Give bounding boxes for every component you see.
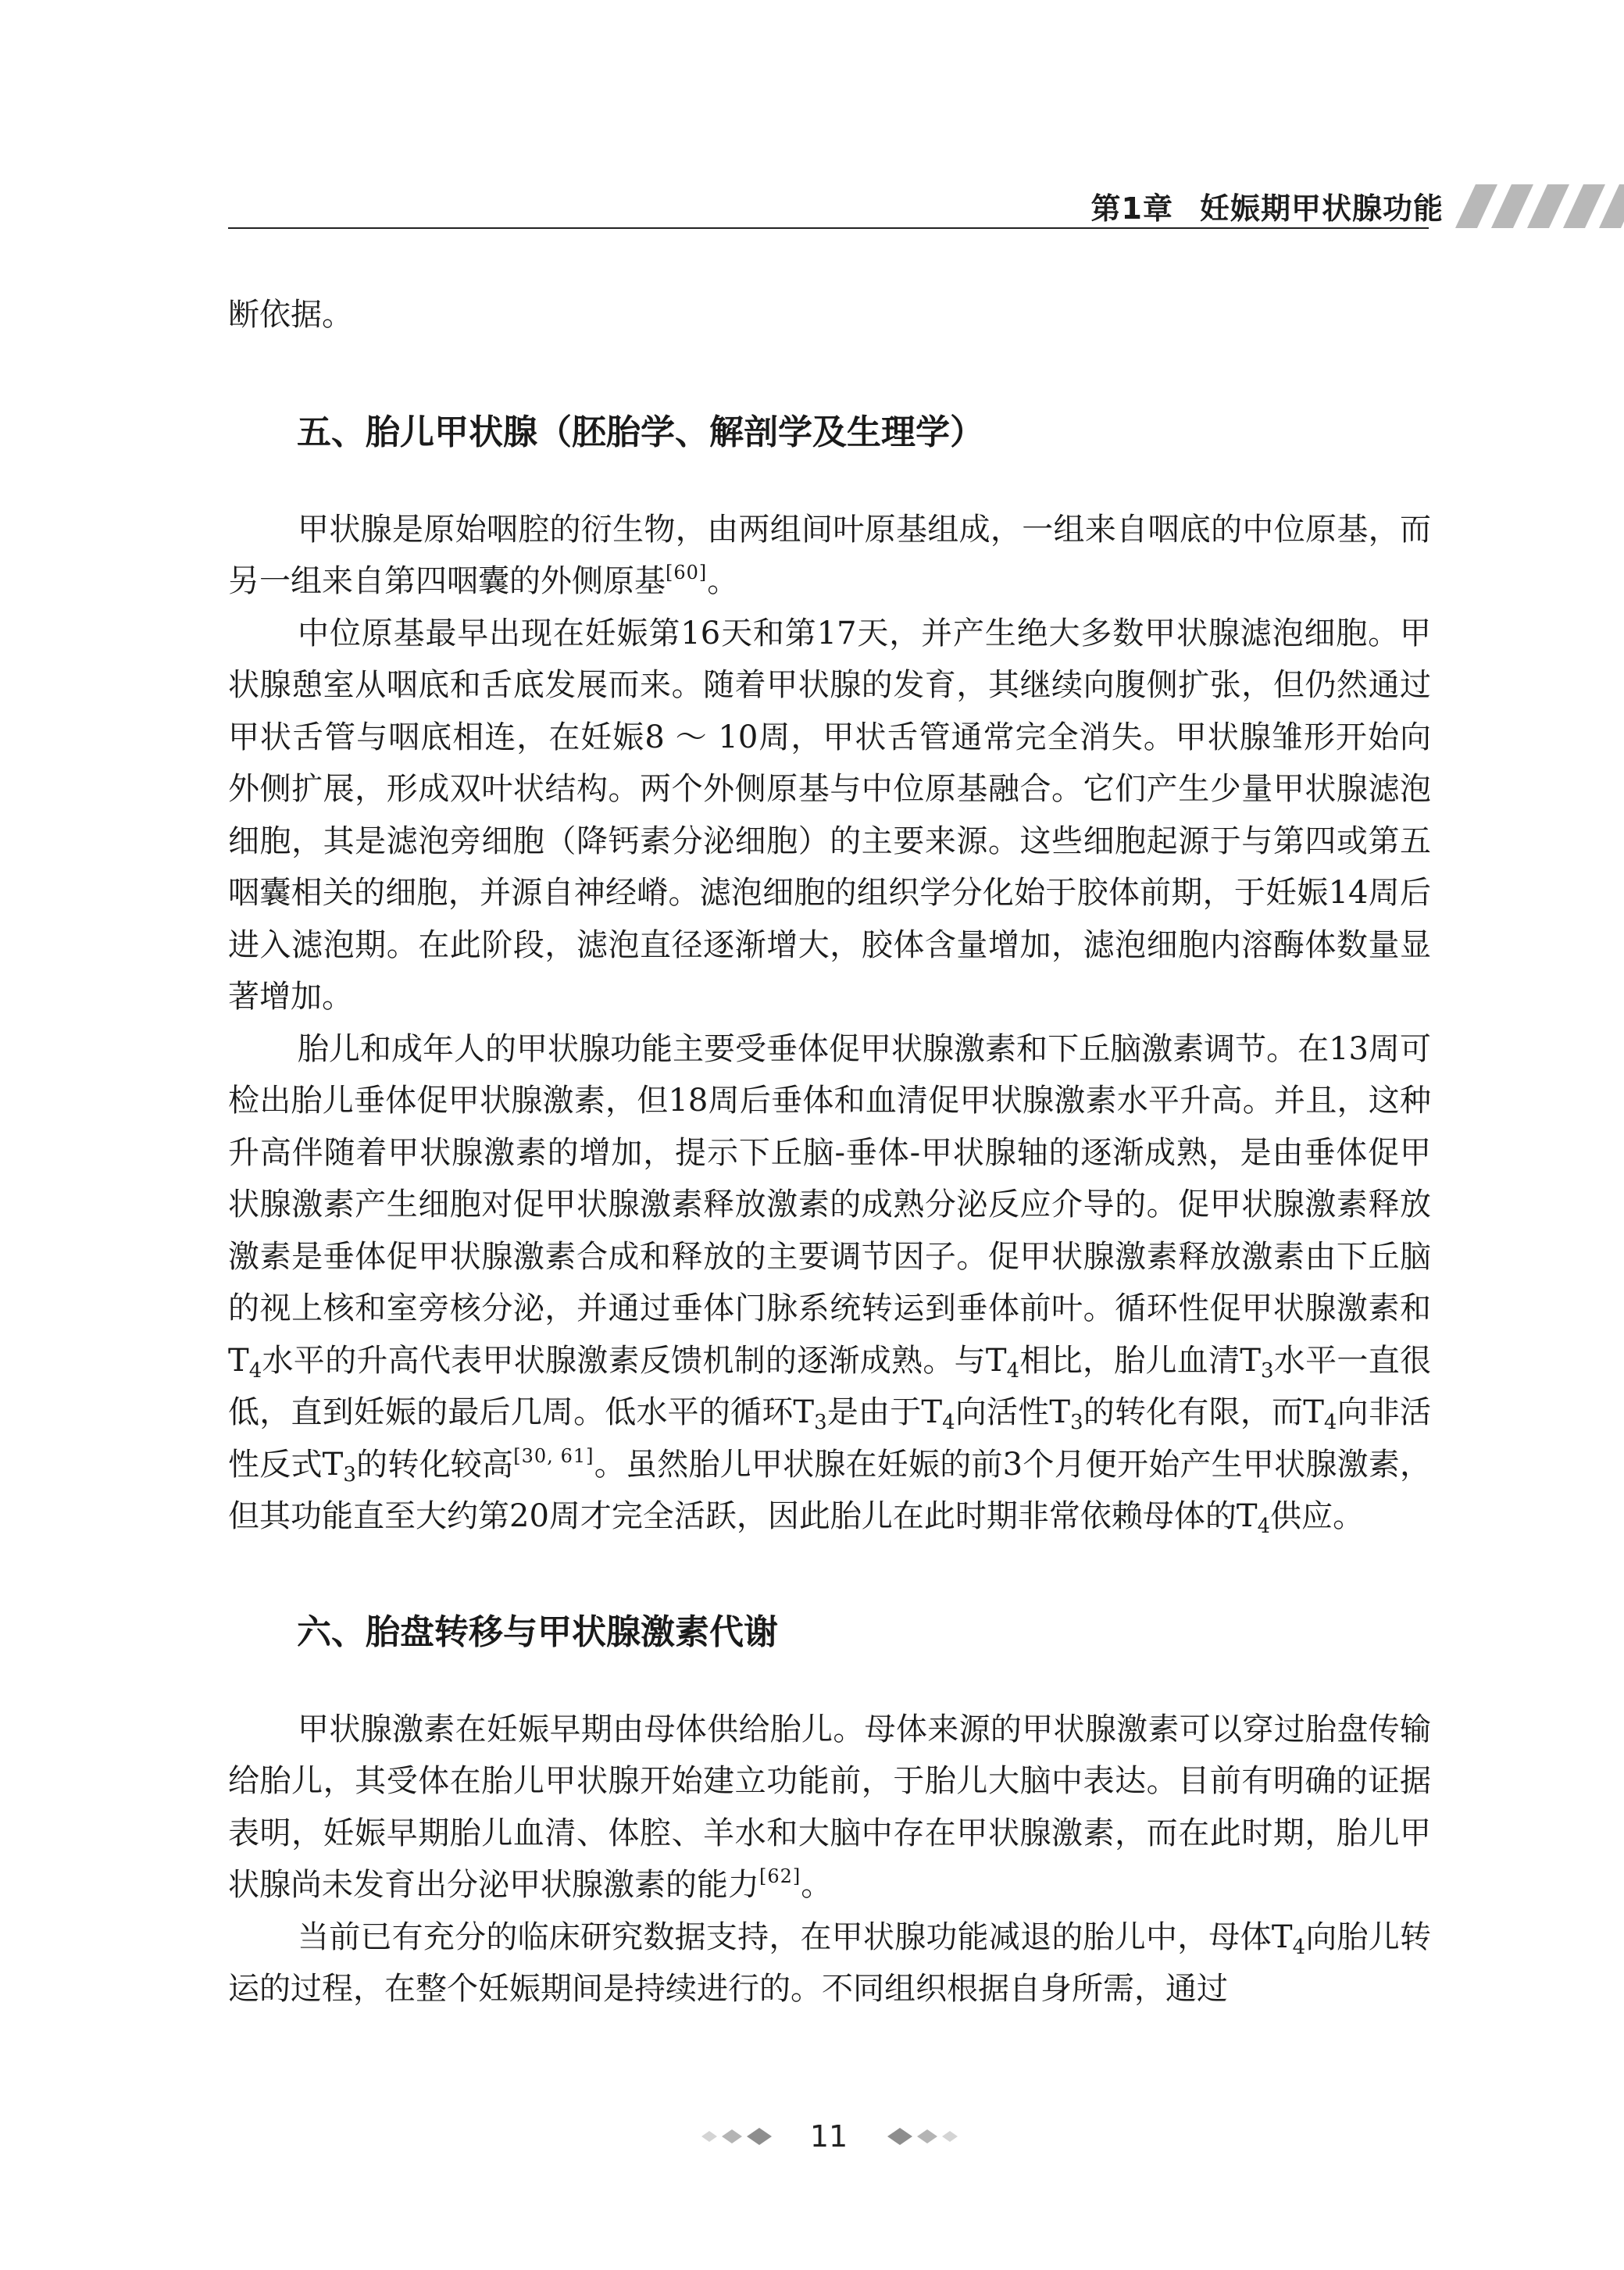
header-rule: [228, 227, 1429, 229]
paragraph: 中位原基最早出现在妊娠第16天和第17天，并产生绝大多数甲状腺滤泡细胞。甲状腺憩室从咽底和舌底发展而来。随着甲状腺的发育，其继续向腹侧扩张，但仍然通过甲状舌管与咽底相连，在妊娠8 ～ 10周，甲状舌管通常完全消失。甲状腺雏形开始向外侧扩展，形成双叶状结构。两个外侧原基与中位原基融合。它们产生少量甲状腺滤泡细胞，其是滤泡旁细胞（降钙素分泌细胞）的主要来源。这些细胞起源于与第四或第五咽囊相关的细胞，并源自神经嵴。滤泡细胞的组织学分化始于胶体前期，于妊娠14周后进入滤泡期。在此阶段，滤泡直径逐渐增大，胶体含量增加，滤泡细胞内溶酶体数量显著增加。: [228, 615, 1431, 1015]
chapter-title: 妊娠期甲状腺功能: [1199, 191, 1444, 226]
section-heading-5: 五、胎儿甲状腺（胚胎学、解剖学及生理学）: [297, 412, 984, 452]
section-heading-6: 六、胎盘转移与甲状腺激素代谢: [297, 1611, 778, 1652]
paragraph: 甲状腺激素在妊娠早期由母体供给胎儿。母体来源的甲状腺激素可以穿过胎盘传输给胎儿，其受体在胎儿甲状腺开始建立功能前，于胎儿大脑中表达。目前有明确的证据表明，妊娠早期胎儿血清、体腔、羊水和大脑中存在甲状腺激素，而在此时期，胎儿甲状腺尚未发育出分泌甲状腺激素的能力[62]。: [228, 1711, 1431, 1903]
continuation-text: 断依据。: [228, 297, 353, 333]
citation: [30, 61]: [513, 1444, 594, 1467]
page-footer: [0, 2113, 1624, 2160]
chapter-label: 第1章: [1090, 191, 1173, 226]
paragraph: 当前已有充分的临床研究数据支持，在甲状腺功能减退的胎儿中，母体$T_4$向胎儿转运的过程，在整个妊娠期间是持续进行的。不同组织根据自身所需，通过: [228, 1918, 1431, 2007]
citation: [62]: [759, 1865, 801, 1887]
citation: [60]: [666, 562, 708, 584]
page-number: 11: [809, 2119, 848, 2154]
paragraph: 胎儿和成年人的甲状腺功能主要受垂体促甲状腺激素和下丘脑激素调节。在13周可检出胎儿垂体促甲状腺激素，但18周后垂体和血清促甲状腺激素水平升高。并且，这种升高伴随着甲状腺激素的增加，提示下丘脑-垂体-甲状腺轴的逐渐成熟，是由垂体促甲状腺激素产生细胞对促甲状腺激素释放激素的成熟分泌反应介导的。促甲状腺激素释放激素是垂体促甲状腺激素合成和释放的主要调节因子。促甲状腺激素释放激素由下丘脑的视上核和室旁核分泌，并通过垂体门脉系统转运到垂体前叶。循环性促甲状腺激素和$T_4$水平的升高代表甲状腺激素反馈机制的逐渐成熟。与$T_4$相比，胎儿血清$T_3$水平一直很低，直到妊娠的最后几周。低水平的循环$T_3$是由于$T_4$向活性$T_3$的转化有限，而$T_4$向非活性反式$T_3$的转化较高[30, 61]。虽然胎儿甲状腺在妊娠的前3个月便开始产生甲状腺激素，但其功能直至大约第20周才完全活跃，因此胎儿在此时期非常依赖母体的$T_4$供应。: [228, 1030, 1432, 1538]
header-stripes-decoration: [1441, 184, 1624, 228]
running-header: [1037, 184, 1444, 227]
left-diamonds-decoration: [694, 2121, 780, 2152]
right-diamonds-decoration: [880, 2121, 965, 2152]
page-body: [228, 289, 1431, 2015]
paragraph: 甲状腺是原始咽腔的衍生物，由两组间叶原基组成，一组来自咽底的中位原基，而另一组来自第四咽囊的外侧原基[60]。: [228, 511, 1431, 599]
